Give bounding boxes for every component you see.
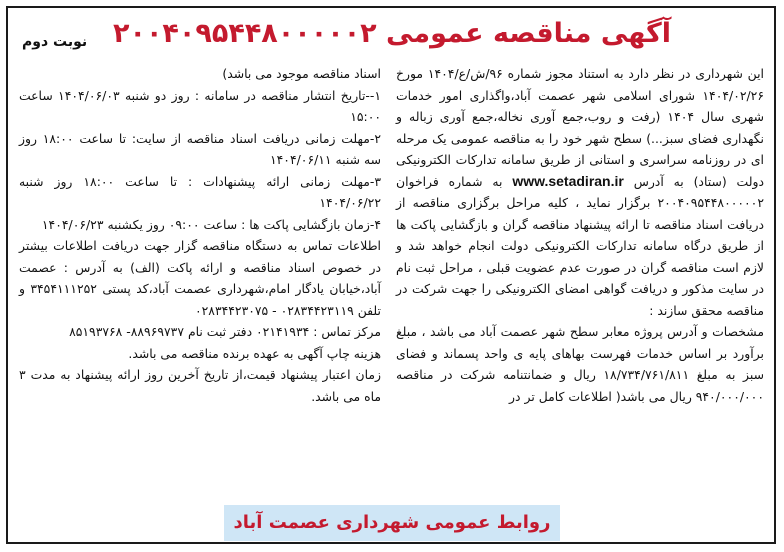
publish-date: ۱--تاریخ انتشار مناقصه در سامانه : روز دو شنبه ۱۴۰۴/۰۶/۰۳ ساعت ۱۵:۰۰ xyxy=(19,87,381,124)
round-label: نوبت دوم xyxy=(22,34,88,50)
left-column xyxy=(19,63,381,407)
print-cost: هزینه چاپ آگهی به عهده برنده مناقصه می باشد. xyxy=(128,345,381,361)
contact-info: اطلاعات تماس به دستگاه مناقصه گزار جهت دریافت اطلاعات بیشتر در خصوص اسناد مناقصه و ارائه پاکت (الف) به آدرس : عصمت آباد،خیابان یادگار امام،شهرداری عصمت آباد،کد پستی ۳۴۵۴۱۱۱۲۵۲ و تلفن ۰۲۸۳۴۴۲۳۱۱۹ - ۰۲۸۳۴۴۲۳۰۷۵ xyxy=(19,238,381,318)
opening-time: ۴-زمان بازگشایی پاکت ها : ساعت ۰۹:۰۰ روز یکشنبه ۱۴۰۴/۰۶/۲۳ xyxy=(41,216,381,232)
docs-deadline: ۲-مهلت زمانی دریافت اسناد مناقصه از سایت: تا ساعت ۱۸:۰۰ روز سه شنبه ۱۴۰۴/۰۶/۱۱ xyxy=(19,130,382,167)
right-column xyxy=(396,63,764,407)
project-paragraph: مشخصات و آدرس پروژه معابر سطح شهر عصمت آباد می باشد ، مبلغ برآورد بر اساس خدمات فهرست بهاهای پایه ی واحد پسماند و فضای سبز به مبلغ ۱۸/۷۳۴/۷۶۱/۸۱۱ ریال و ضمانتنامه شرکت در مناقصه ۹۴۰/۰۰۰/۰۰۰ ریال می باشد( اطلاعات کامل تر در xyxy=(396,324,764,404)
validity: زمان اعتبار پیشنهاد قیمت،از تاریخ آخرین روز ارائه پیشنهاد به مدت ۳ ماه می باشد. xyxy=(19,367,381,404)
notice-title: آگهی مناقصه عمومی ۲۰۰۴۰۹۵۴۴۸۰۰۰۰۰۲ xyxy=(112,18,671,49)
intro-text-cont: به شماره فراخوان ۲۰۰۴۰۹۵۴۴۸۰۰۰۰۰۲ برگزار نماید ، کلیه مراحل برگزاری مناقصه از دریافت اسناد مناقصه تا ارائه پیشنهاد مناقصه گران و بازگشایی پاکت ها از طریق درگاه سامانه تدارکات الکترونیکی دولت انجام خواهد شد و لازم است مناقصه گران در صورت عدم عضویت قبلی ، مراحل ثبت نام در سایت مذکور و دریافت گواهی امضای الکترونیکی را جهت شرکت در مناقصه محقق سازند : xyxy=(396,173,764,318)
docs-note: اسناد مناقصه موجود می باشد) xyxy=(222,66,381,81)
call-center: مرکز تماس : ۰۲۱۴۱۹۳۴ دفتر ثبت نام ۸۸۹۶۹۷۳۷- ۸۵۱۹۳۷۶۸ xyxy=(69,324,381,339)
bid-deadline: ۳-مهلت زمانی ارائه پیشنهادات : تا ساعت ۱۸:۰۰ روز شنبه ۱۴۰۴/۰۶/۲۲ xyxy=(19,173,381,210)
site-link[interactable]: www.setadiran.ir xyxy=(512,172,624,189)
intro-text: این شهرداری در نظر دارد به استناد مجوز شماره ۹۶/ش/ع/۱۴۰۴ مورخ ۱۴۰۴/۰۲/۲۶ شورای اسلامی شهر عصمت آباد،واگذاری امور خدمات شهری سال ۱۴۰۴ (رفت و روب،جمع آوری نخاله،جمع آوری زباله و نگهداری فضای سبز...) سطح شهر خود را به مناقصه عمومی یک مرحله ای در روزنامه سراسری و استانی از طریق سامانه تدارکات الکترونیکی دولت (ستاد) به آدرس xyxy=(396,66,764,189)
footer-banner: روابط عمومی شهرداری عصمت آباد xyxy=(224,505,560,541)
intro-paragraph xyxy=(396,63,764,321)
